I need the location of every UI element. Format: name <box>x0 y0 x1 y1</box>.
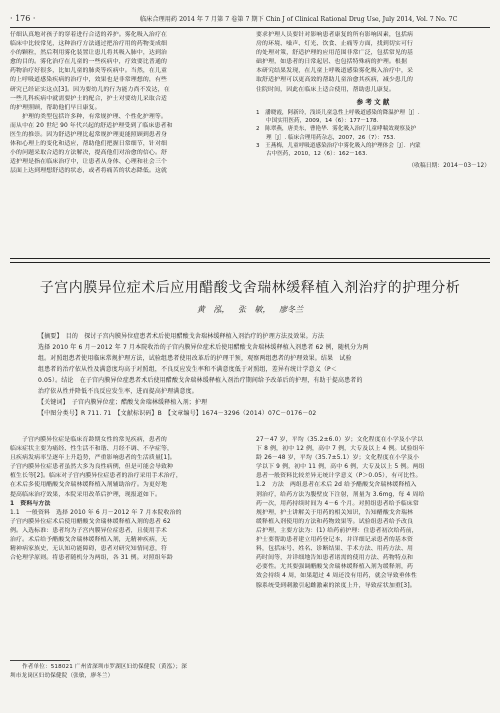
text-line: 后护理，主要方法为：(1) 给药前护理：住患者初次给药前， <box>256 527 418 534</box>
text-line: 房的环境、噪声、灯光、饮食、止痛等方面，找到切实可行 <box>256 41 414 48</box>
abstract-line: 组。对照组患者使用临床常规护理方法，试验组患者使用改革后的护理干预，观察两组患者的护理效果。结果 试验 <box>38 355 352 362</box>
references-heading: 参 考 文 献 <box>356 97 390 106</box>
text-line: 患者一般资料比较差异无统计学意义（P＞0.05），有可比性。 <box>256 473 422 480</box>
text-line: 研究已经证实这点[3]。因为要幼儿的行为能力尚不发达，在 <box>10 86 170 93</box>
abstract-line: 治疗依从性并降低不良反应发生率，进而提高护理满意度。 <box>38 388 198 395</box>
text-line: 剂治疗，给药方法为腹壁皮下注射，剂量为 3.6mg，每 4 周给 <box>256 491 425 498</box>
text-line: 27－47 岁，平均（35.2±6.0）岁；文化程度在小学及小学以 <box>256 437 424 443</box>
text-line: 层面上达到理想舒适的状态，或者将痛苦的状态降低。这就 <box>10 168 168 175</box>
reference-item: 理［J］. 临床合理用药杂志，2007，26（7）：753. <box>266 134 396 141</box>
text-line: 小的颗粒，然后利用雾化装置让患儿将其吸入肺中，达到治 <box>10 50 168 57</box>
text-line: 取舒适护理可以更高效的帮助儿童治愈其疾病，减少患儿的 <box>256 77 414 84</box>
article-divider <box>10 258 490 263</box>
text-line: 适护理是指在临床治疗中，让患者从身体、心理和社会三个 <box>10 159 168 166</box>
text-line: 必要性。尤其要强调醋酸戈舍瑞林缓释植入剂为缓释剂，药 <box>256 564 414 571</box>
text-line: 一些儿科疾病中就需要护士的配合，护士对要幼儿采取合适 <box>10 95 168 102</box>
footnote-rule <box>10 660 70 661</box>
text-line: 药物治疗好很多，比如儿童的肺炎等疾病中。当然，在儿童 <box>10 68 168 75</box>
text-line: 龄 26－48 岁，平均（35.7±5.1）岁；文化程度在小学及小 <box>256 455 420 462</box>
abstract-line: 组患者的治疗依从性及满意度均高于对照组，不良反应发生率和不满意度低于对照组，差异有统计学意义（P＜ <box>38 366 337 373</box>
text-line: 缓释植入剂使用的方法和药物效果等。试验组患者给予改良 <box>256 518 414 525</box>
text-line: 例。入选标准：患者均为子宫内膜异位症患者，且使用手术 <box>10 527 168 534</box>
text-line: 提高临床治疗效果，本院采用改革后护理，现报道如下。 <box>10 491 162 498</box>
section-heading: 1 资料与方法 <box>10 500 51 507</box>
keywords: 【关键词】 子宫内膜异位症；醋酸戈舍瑞林缓释植入剂；护理 <box>38 399 208 406</box>
text-line: 础护理，如患者的日常起居、也包括特殊病的护理。根据 <box>256 59 408 66</box>
text-line: 小的问题采取合适的方法解决，提高他们对治愈的信心。舒 <box>10 150 168 157</box>
text-line: 效会持续 4 周，如果超过 4 周还没有用药，就会导致垂体性 <box>256 573 417 580</box>
received-date: （收稿日期：2014－03－12） <box>408 163 490 170</box>
text-line: 住院时间，因此在临床上适合使用，帮助患儿康复。 <box>256 86 395 93</box>
footnote-line: 作者单位：518021 广州省深圳市罗湖区妇幼保健院（黄泓）；深 <box>22 664 187 670</box>
text-line: 药一次，用药持续时间为 4－6 个月。对照组患者给予临床常 <box>256 500 419 507</box>
text-line: 体和心理上的变化和适应，帮助他们把握日常细节，针对细 <box>10 141 168 148</box>
header-rule <box>10 27 490 28</box>
text-line: 的护理照顾，帮助他们早日康复。 <box>10 104 101 111</box>
text-line: 植生长等[2]。临床对子宫内膜异位症患者的治疗采用手术治疗， <box>10 473 182 480</box>
text-line: 治疗。术后给予醋酸戈舍瑞林缓释植入剂，无精神疾病，无 <box>10 537 168 544</box>
text-line: 的处理对策，舒适护理的应用范围非常广泛，包括常见的基 <box>256 50 414 57</box>
article-authors: 黄 泓， 张 敏， 廖冬兰 <box>196 305 304 314</box>
text-line: 且疾病发病率呈逐年上升趋势，严重影响患者的生活质量[1]。 <box>10 455 176 462</box>
text-line: 下 8 例，初中 12 例，高中 7 例，大专及以上 4 例。试验组年 <box>256 446 425 453</box>
text-line: 的上呼吸道感染疾病的治疗中，效果也是非常理想的，有些 <box>10 77 168 84</box>
running-header: 临床合理用药 2014 年 7 月第 7 卷第 7 期下 Chin J of Clinical Rational Drug Use, July 2014, Vol. 7 No. 7C <box>140 16 458 23</box>
text-line: 愈的目的。雾化治疗在儿童的一些疾病中，疗效要比普通的 <box>10 59 168 66</box>
abstract-line: 选择 2010 年 6 月－2012 年 7 月本院收治的子宫内膜异位症术后使用醋酸戈舍瑞林缓释植入剂患者 62 例，随机分为两 <box>38 344 369 351</box>
text-line: 合伦理学原则。将患者随机分为两组，各 31 例。对照组年龄 <box>10 555 173 562</box>
text-line: 护理的类型包括许多种，有常规护理、个性化护理等。 <box>22 113 167 120</box>
text-line: 仔细认真地对孩子的穿着进行合适的养护。雾化吸入治疗在 <box>10 32 168 38</box>
article-right-column <box>256 436 490 591</box>
text-line: 而从中在 20 世纪 90 年代兴起的舒适护理受到了临床患者和 <box>10 122 173 129</box>
page-number: · 176 · <box>10 14 36 23</box>
text-line: 要求护理人员要针对影响患者康复的所有影响因素，包括病 <box>256 32 414 38</box>
text-line: 子宫内膜异位症是临床育龄期女性的常见疾病，患者的 <box>22 437 167 443</box>
footnote-line: 圳市龙岗区妇幼保健院（张敏，廖冬兰） <box>10 673 114 679</box>
text-line: 护士要帮助患者建立用药登记本，并详细记录患者的基本资 <box>256 537 414 544</box>
text-line: 1.2 方法 两组患者在术后 2d 给予醋酸戈舍瑞林缓释植入 <box>256 482 417 489</box>
abstract-block <box>38 331 464 419</box>
text-line: 子宫内膜异位症患者虽然大多为良性病例，但是可能会导致种 <box>10 464 174 471</box>
abstract-line: 【摘要】 目的 探讨子宫内膜异位症患者术后使用醋酸戈舍瑞林缓释植入剂治疗的护理方法及效果。方法 <box>38 333 325 340</box>
text-line: 学以下 9 例，初中 11 例，高中 6 例，大专及以上 5 例。两组 <box>256 464 425 471</box>
article-title: 子宫内膜异位症术后应用醋酸戈舍瑞林缓释植入剂治疗的护理分析 <box>39 280 461 296</box>
text-line: 规护理，护士讲解关于用药的相关知识，告知醋酸戈舍瑞林 <box>256 509 414 516</box>
text-line: 料，包括床号、姓名、诊断结果、手术方法、用药方法、用 <box>256 546 414 553</box>
text-line: 腺系统受到刺激引起雌激素的浓度上升，导致症状加重[3]。 <box>256 582 416 589</box>
text-line: 药时间等，并详细地告知患者诸需的使用方法、药物特点和 <box>256 555 414 562</box>
text-line: 医生的推崇。因为舒适护理比起常规护理更能照顾到患者身 <box>10 132 168 139</box>
text-line: 临床症状主要为痛经、性生活不和谐、月经不调、不孕症等， <box>10 446 174 453</box>
text-line: 1.1 一般资料 选择 2010 年 6 月－2012 年 7 月本院收治的 <box>10 509 182 516</box>
prev-article-right-column <box>256 31 490 169</box>
reference-item: 3 王燕梅，儿童呼吸道感染治疗中雾化吸入的护理体会［J］．内蒙 <box>256 142 421 149</box>
reference-item: 1 潘晓霞，阿新玲，浅谈儿童急性上呼吸道感染的降温护理［J］. <box>256 109 420 116</box>
text-line: 在术后多使用醋酸戈舍瑞林缓释植入剂辅助治疗。为更好地 <box>10 482 168 489</box>
text-line: 临床中比较常见，这种治疗方法通过把治疗用的药物变成细 <box>10 41 168 48</box>
reference-item: 2 陈翠燕，唐美东，曹艳华．雾化吸入治疗儿童哮喘效观察及护 <box>256 126 417 133</box>
reference-item: 中国实用医药，2009，14（6）：177－178. <box>266 117 379 124</box>
abstract-line: 0.05）。结论 在子宫内膜异位症患者术后使用醋酸戈舍瑞林缓释植入剂治疗期间给予改革后的护理，有助于提高患者的 <box>38 377 363 384</box>
text-line: 本研究结果发现，在儿童上呼吸道感染雾化吸入治疗中，采 <box>256 68 414 75</box>
text-line: 子宫内膜异位症术后使用醋酸戈舍瑞林缓释植入剂的患者 62 <box>10 518 171 525</box>
reference-item: 古中医药，2010，12（6）：162－163. <box>266 151 368 158</box>
article-left-column <box>10 436 246 563</box>
text-line: 精神病家族史，无认知功能障碍，患者对研究知情同意，符 <box>10 546 168 553</box>
author-affiliation-footnote <box>10 663 250 681</box>
classification-codes: 【中图分类号】R 711. 71 【文献标识码】B 【文章编号】1674－3296（2014）07C－0176－02 <box>38 410 317 417</box>
prev-article-left-column <box>10 31 246 177</box>
